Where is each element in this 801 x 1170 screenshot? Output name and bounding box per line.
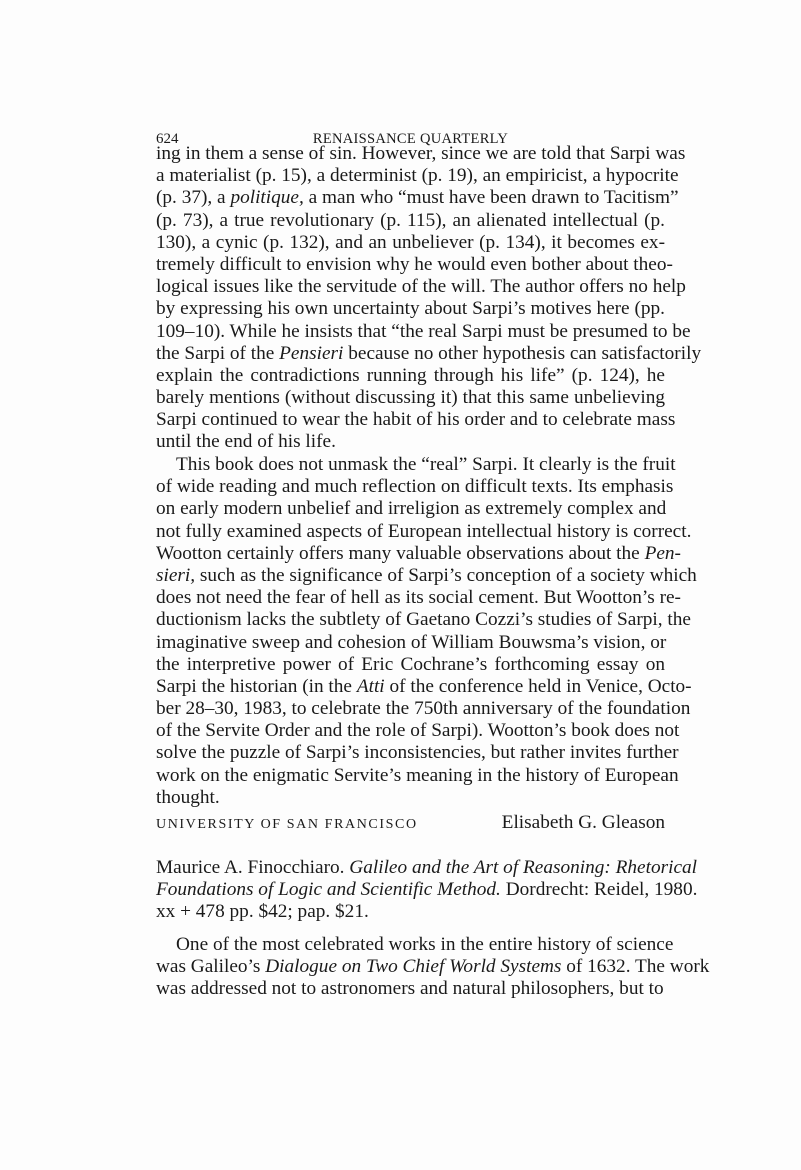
text-line	[156, 978, 665, 1000]
text-line	[156, 365, 665, 387]
review-signature	[156, 812, 665, 836]
text-segment: by expressing his own uncertainty about Sarpi’s motives here (pp.	[156, 298, 665, 320]
text-segment: of the Servite Order and the role of Sarpi). Wootton’s book does not	[156, 720, 680, 742]
text-segment: of wide reading and much reflection on difficult texts. Its emphasis	[156, 476, 674, 498]
text-line	[156, 720, 680, 742]
text-segment: the Sarpi of the	[156, 342, 280, 364]
text-line	[156, 342, 702, 365]
text-segment: thought.	[156, 786, 220, 808]
text-segment: This book does not unmask the “real” Sarpi. It clearly is the fruit	[176, 454, 676, 475]
text-line	[156, 654, 665, 676]
text-line	[156, 879, 698, 901]
review2-paragraph-1	[156, 934, 710, 1001]
text-line	[156, 857, 698, 879]
review1-paragraph-1	[156, 143, 702, 454]
text-segment: Maurice A. Finocchiaro.	[156, 857, 350, 878]
text-segment: Dordrecht: Reidel, 1980.	[500, 879, 698, 901]
text-line	[156, 742, 679, 764]
text-segment: tremely difficult to envision why he would even bother about theo-	[156, 253, 673, 275]
text-segment: a man who “must have been drawn to Tacitism”	[303, 187, 679, 209]
text-segment: the interpretive power of Eric Cochrane’s forthcoming essay on	[156, 653, 665, 675]
text-line	[156, 956, 710, 978]
text-line	[156, 498, 665, 520]
text-segment: solve the puzzle of Sarpi’s inconsistencies, but rather invites further	[156, 742, 679, 764]
text-segment: (p. 73), a true revolutionary (p. 115), an alienated intellectual (p.	[156, 209, 665, 231]
italic-text: Galileo and the Art of Reasoning: Rhetorical	[349, 857, 698, 878]
text-segment: was addressed not to astronomers and natural philosophers, but to	[156, 978, 664, 1000]
text-segment: ductionism lacks the subtlety of Gaetano Cozzi’s studies of Sarpi, the	[156, 609, 691, 631]
italic-text: Pensieri	[279, 342, 344, 364]
text-line	[156, 253, 673, 276]
text-segment: One of the most celebrated works in the entire history of science	[176, 934, 674, 955]
text-segment: 130), a cynic (p. 132), and an unbeliever (p. 134), it becomes ex-	[156, 231, 665, 253]
text-segment: imaginative sweep and cohesion of William Bouwsma’s vision, or	[156, 631, 667, 653]
text-segment: Sarpi the historian (in the	[156, 675, 357, 697]
text-line	[156, 409, 676, 431]
running-header: RENAISSANCE QUARTERLY	[312, 131, 509, 147]
text-segment: because no other hypothesis can satisfactorily	[343, 342, 702, 364]
text-segment: of 1632. The work	[561, 956, 710, 978]
page-number: 624	[156, 131, 179, 147]
text-segment: a materialist (p. 15), a determinist (p. 19), an empiricist, a hypocrite	[156, 165, 679, 187]
text-line	[156, 632, 665, 654]
text-segment: not fully examined aspects of European intellectual history is correct.	[156, 520, 692, 542]
text-line	[156, 901, 665, 923]
text-line	[156, 210, 665, 232]
text-segment: logical issues like the servitude of the will. The author offers no help	[156, 276, 686, 298]
text-line	[156, 387, 665, 409]
text-segment: (p. 37), a	[156, 187, 231, 209]
text-line	[156, 276, 686, 298]
text-line	[156, 675, 692, 698]
text-line	[156, 542, 681, 565]
review1-paragraph-2	[156, 454, 697, 809]
book-citation	[156, 857, 698, 924]
italic-text: Foundations of Logic and Scientific Method.	[156, 879, 501, 901]
text-line	[156, 698, 691, 720]
text-segment: 109–10). While he insists that “the real Sarpi must be presumed to be	[156, 320, 691, 342]
text-line	[156, 320, 691, 343]
italic-text: politique,	[230, 187, 304, 209]
text-segment: does not need the fear of hell as its social cement. But Wootton’s re-	[156, 587, 681, 609]
text-line	[156, 454, 676, 476]
text-line	[156, 431, 665, 453]
text-line	[156, 587, 681, 609]
italic-text: sieri,	[156, 564, 196, 586]
text-segment: ing in them a sense of sin. However, since we are told that Sarpi was	[156, 143, 686, 164]
text-segment: of the conference held in Venice, Octo-	[384, 675, 692, 697]
text-line	[156, 187, 679, 209]
text-line	[156, 520, 692, 543]
text-line	[156, 934, 674, 956]
italic-text: Dialogue on Two Chief World Systems	[265, 956, 562, 978]
text-line	[156, 476, 674, 498]
text-line	[156, 143, 686, 165]
text-segment: explain the contradictions running through his life” (p. 124), he	[156, 364, 665, 386]
text-segment: Sarpi continued to wear the habit of his order and to celebrate mass	[156, 409, 676, 431]
text-line	[156, 232, 665, 254]
text-line	[156, 564, 697, 587]
text-segment: barely mentions (without discussing it) that this same unbelieving	[156, 387, 665, 409]
text-segment: on early modern unbelief and irreligion as extremely complex and	[156, 498, 667, 520]
reviewer-name: Elisabeth G. Gleason	[501, 812, 665, 833]
italic-text: Pen-	[644, 542, 681, 564]
text-line	[156, 298, 665, 320]
text-segment: xx + 478 pp. $42; pap. $21.	[156, 901, 369, 923]
text-segment: was Galileo’s	[156, 956, 266, 978]
italic-text: Atti	[356, 675, 385, 697]
text-segment: work on the enigmatic Servite’s meaning in the history of European	[156, 764, 679, 786]
text-line	[156, 165, 679, 187]
text-line	[156, 609, 691, 631]
reviewer-affiliation: UNIVERSITY OF SAN FRANCISCO	[156, 817, 418, 832]
text-segment: Wootton certainly offers many valuable observations about the	[156, 542, 645, 564]
text-line	[156, 787, 665, 809]
text-segment: such as the significance of Sarpi’s conception of a society which	[195, 564, 697, 586]
text-line	[156, 764, 679, 787]
text-segment: until the end of his life.	[156, 431, 336, 453]
text-segment: ber 28–30, 1983, to celebrate the 750th anniversary of the foundation	[156, 698, 691, 720]
